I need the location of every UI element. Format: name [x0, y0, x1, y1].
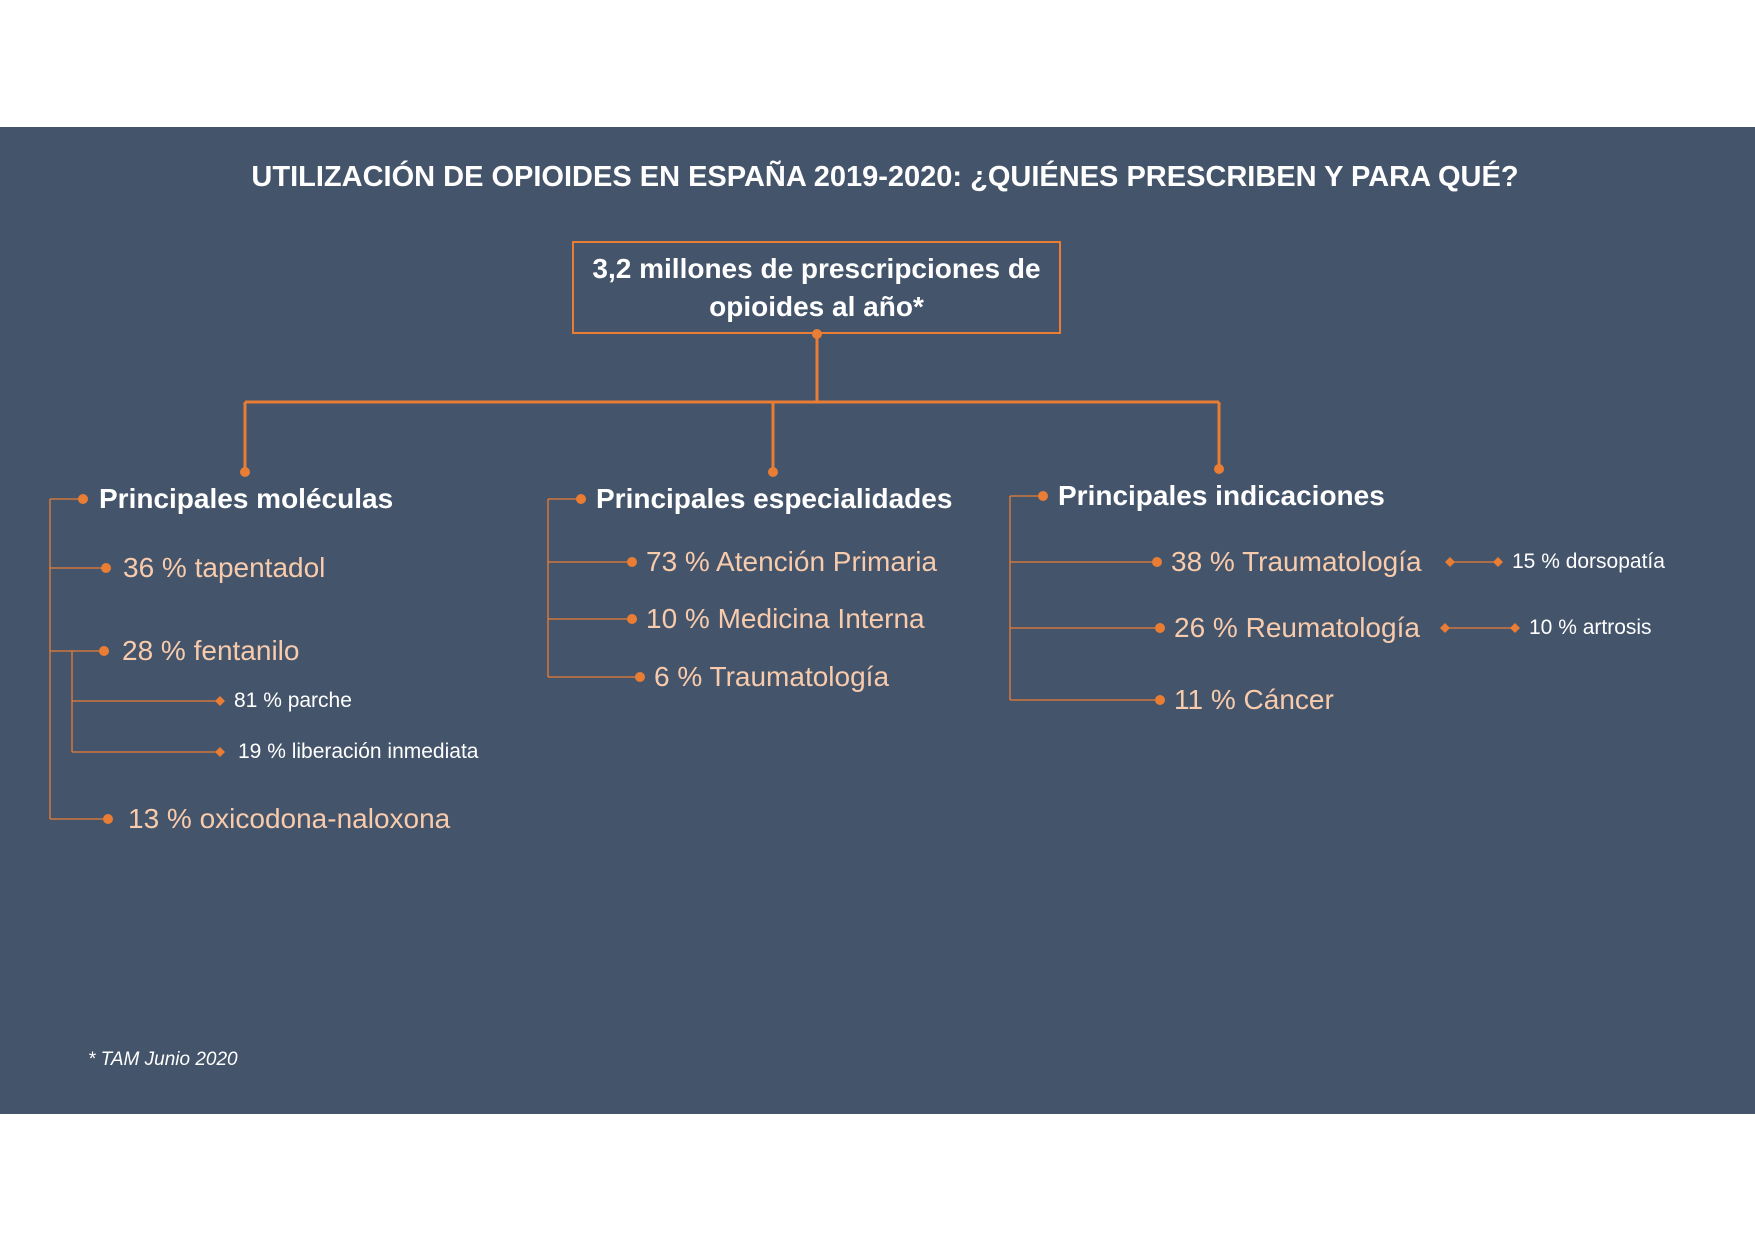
- sub-liberacion-inmediata: 19 % liberación inmediata: [238, 740, 479, 763]
- heading-especialidades: Principales especialidades: [596, 483, 953, 514]
- item-cancer: 11 % Cáncer: [1174, 684, 1334, 715]
- item-fentanilo: 28 % fentanilo: [122, 635, 300, 666]
- item-traumatologia-especialidad: 6 % Traumatología: [654, 661, 890, 692]
- item-medicina-interna: 10 % Medicina Interna: [646, 603, 925, 634]
- heading-moleculas: Principales moléculas: [99, 483, 394, 514]
- item-traumatologia-indicacion: 38 % Traumatología: [1171, 546, 1422, 577]
- detail-dorsopatia: 15 % dorsopatía: [1512, 550, 1665, 573]
- root-node-label: 3,2 millones de prescripciones de opioides al año*: [592, 252, 1041, 322]
- footnote: * TAM Junio 2020: [88, 1049, 238, 1070]
- item-oxicodona-naloxona: 13 % oxicodona-naloxona: [128, 803, 451, 834]
- item-reumatologia: 26 % Reumatología: [1174, 612, 1420, 643]
- page-title: UTILIZACIÓN DE OPIOIDES EN ESPAÑA 2019-2020: ¿QUIÉNES PRESCRIBEN Y PARA QUÉ?: [251, 161, 1519, 193]
- detail-artrosis: 10 % artrosis: [1529, 616, 1652, 639]
- sub-parche: 81 % parche: [234, 689, 352, 712]
- root-node: [572, 241, 1061, 334]
- item-atencion-primaria: 73 % Atención Primaria: [646, 546, 938, 577]
- heading-indicaciones: Principales indicaciones: [1058, 480, 1385, 511]
- item-tapentadol: 36 % tapentadol: [123, 552, 326, 583]
